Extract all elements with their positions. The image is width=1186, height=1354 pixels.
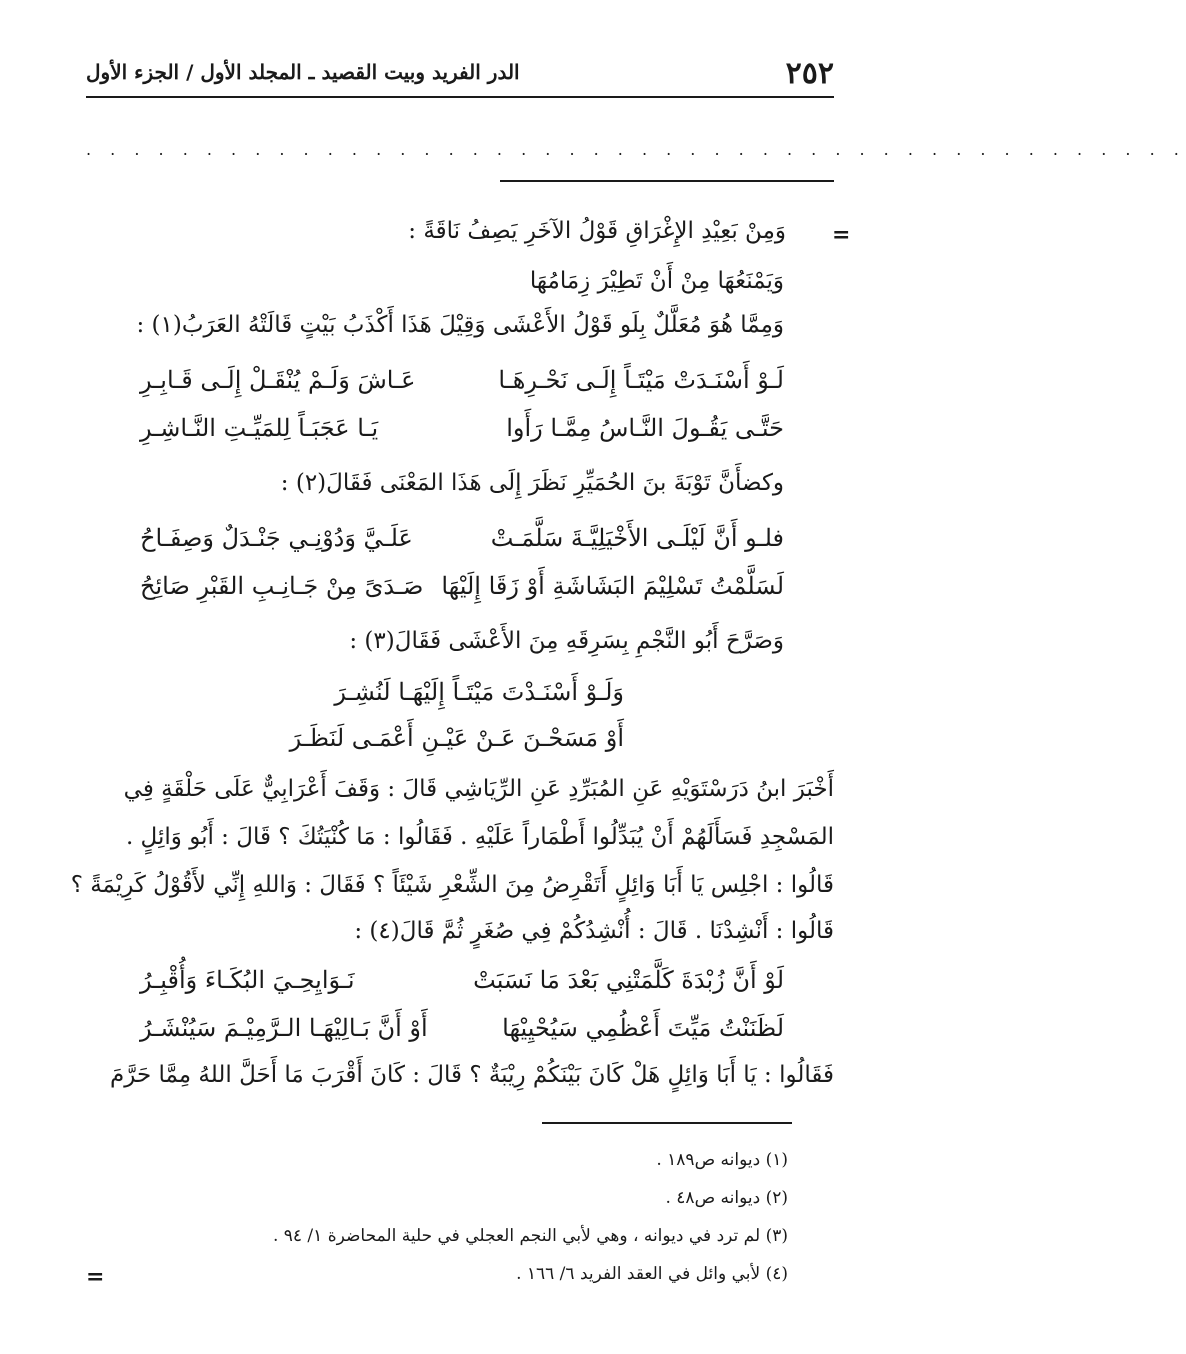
text-line-1: وَمِنْ بَعِيْدِ الإِغْرَاقِ قَوْلُ الآخَرِ يَصِفُ نَاقَةً : <box>408 218 786 244</box>
page-number: ٢٥٢ <box>785 56 834 91</box>
poem-1-verse-1-first: لَـوْ أَسْنَـدَتْ مَيْتَـاً إِلَـى نَحْـرِهَـا <box>498 366 784 394</box>
section-rule <box>500 180 834 182</box>
footnote-2: (٢) ديوانه ص٤٨ . <box>665 1188 788 1208</box>
continuation-mark-bottom: = <box>86 1264 105 1290</box>
page-header <box>86 56 834 96</box>
poem-2-verse-2-first: لَسَلَّمْتُ تَسْلِيْمَ البَشَاشَةِ أَوْ زَقَا إِلَيْهَا <box>441 572 784 600</box>
footnote-rule <box>542 1122 792 1124</box>
text-line-2: وَيَمْنَعُهَا مِنْ أَنْ تَطِيْرَ زِمَامُهَا <box>529 268 784 294</box>
poem-1-verse-2-first: حَتَّـى يَقُـولَ النَّـاسُ مِمَّـا رَأَوا <box>506 414 784 442</box>
footnote-1: (١) ديوانه ص١٨٩ . <box>656 1150 788 1170</box>
poem-2-verse-2-second: صَـدَىً مِنْ جَـانِـبِ القَبْرِ صَائِحُ <box>140 572 424 600</box>
text-line-3: وَمِمَّا هُوَ مُعَلَّلٌ بِلَو قَوْلُ الأَعْشَى وَقِيْلَ هَذَا أَكْذَبُ بَيْتٍ قَالَتْهُ العَرَبُ(١) : <box>136 312 784 338</box>
prose-line-last: فَقَالُوا : يَا أَبَا وَائِلٍ هَلْ كَانَ بَيْنَكُمْ رِيْبَةٌ ؟ قَالَ : كَانَ أَقْرَبَ مَا أَحَلَّ اللهُ مِمَّا حَرَّمَ <box>110 1062 834 1088</box>
poem-2-verse-1-first: فلـو أَنَّ لَيْلَـى الأَخْيَلِيَّـةَ سَلَّمَـتْ <box>490 524 784 552</box>
poem-4-verse-2-second: أَوْ أَنَّ بَـالِيْهَـا الـرَّمِيْـمَ سَيُنْشَـرُ <box>140 1014 428 1042</box>
poem-1-verse-1-second: عَـاشَ وَلَـمْ يُنْقَـلْ إِلَـى قَـابِـرِ <box>140 366 416 394</box>
footnote-4: (٤) لأبي وائل في العقد الفريد ٦/ ١٦٦ . <box>516 1264 788 1284</box>
prose-line-3: قَالُوا : اجْلِس يَا أَبَا وَائِلٍ أَتَقْرِضُ مِنَ الشِّعْرِ شَيْئَاً ؟ فَقَالَ : وَاللهِ إِنِّي لأَقُوْلُ كَرِيْمَةً ؟ <box>70 872 834 898</box>
poem-4-verse-1-second: نَـوَايِحِـيَ البُكَـاءَ وَأُقْبِـرُ <box>140 966 355 994</box>
poem-2-verse-1-second: عَلَـيَّ وَدُوْنِـي جَنْـدَلٌ وَصِفَـاحُ <box>140 524 413 552</box>
dotted-separator: . . . . . . . . . . . . . . . . . . . . . . . . . . . . . . . . . . . . . . . . . . . . . . <box>86 140 1186 159</box>
poem-3-line-2: أَوْ مَسَحْـنَ عَـنْ عَيْـنِ أَعْمَـى لَنَظَـرَ <box>289 724 624 752</box>
poem-1-verse-2-second: يَـا عَجَبَـاً لِلمَيِّـتِ النَّـاشِـرِ <box>140 414 379 442</box>
poem-4-verse-1-first: لَوْ أَنَّ زُبْدَةَ كَلَّمَتْنِي بَعْدَ مَا نَسَبَتْ <box>473 966 784 994</box>
poem-4-verse-2-first: لَظَنَنْتُ مَيِّتَ أَعْظُمِي سَيُحْيِيْهَا <box>502 1014 784 1042</box>
text-line-5: وَصَرَّحَ أَبُو النَّجْمِ بِسَرِقَهِ مِنَ الأَعْشَى فَقَالَ(٣) : <box>349 628 784 654</box>
prose-line-4: قَالُوا : أَنْشِدْنَا . قَالَ : أُنْشِدُكُمْ فِي صُغَرٍ ثُمَّ قَالَ(٤) : <box>354 918 834 944</box>
running-title: الدر الفريد وبيت القصيد ـ المجلد الأول / الجزء الأول <box>86 60 520 84</box>
prose-line-2: المَسْجِدِ فَسَأَلَهُمْ أَنْ يُبَدِّلُوا أَطْمَاراً عَلَيْهِ . فَقَالُوا : مَا كُنْيَتُكَ ؟ قَالَ : أَبُو وَائِلٍ . <box>125 824 834 850</box>
header-rule <box>86 96 834 98</box>
poem-3-line-1: وَلَـوْ أَسْنَـدْتَ مَيْتَـاً إِلَيْهَـا لَنُشِـرَ <box>334 678 624 706</box>
prose-line-1: أَخْبَرَ ابنُ دَرَسْتَوَيْهِ عَنِ المُبَرِّدِ عَنِ الرِّيَاشِي قَالَ : وَقَفَ أَعْرَابِيٌّ عَلَى حَلْقَةٍ فِي <box>123 776 834 802</box>
text-line-4: وكضأَنَّ تَوْبَةَ بنَ الحُمَيِّرِ نَظَرَ إِلَى هَذَا المَعْنَى فَقَالَ(٢) : <box>280 470 784 496</box>
footnote-3: (٣) لم ترد في ديوانه ، وهي لأبي النجم العجلي في حلية المحاضرة ١/ ٩٤ . <box>272 1226 788 1246</box>
continuation-mark-top: = <box>832 222 851 248</box>
